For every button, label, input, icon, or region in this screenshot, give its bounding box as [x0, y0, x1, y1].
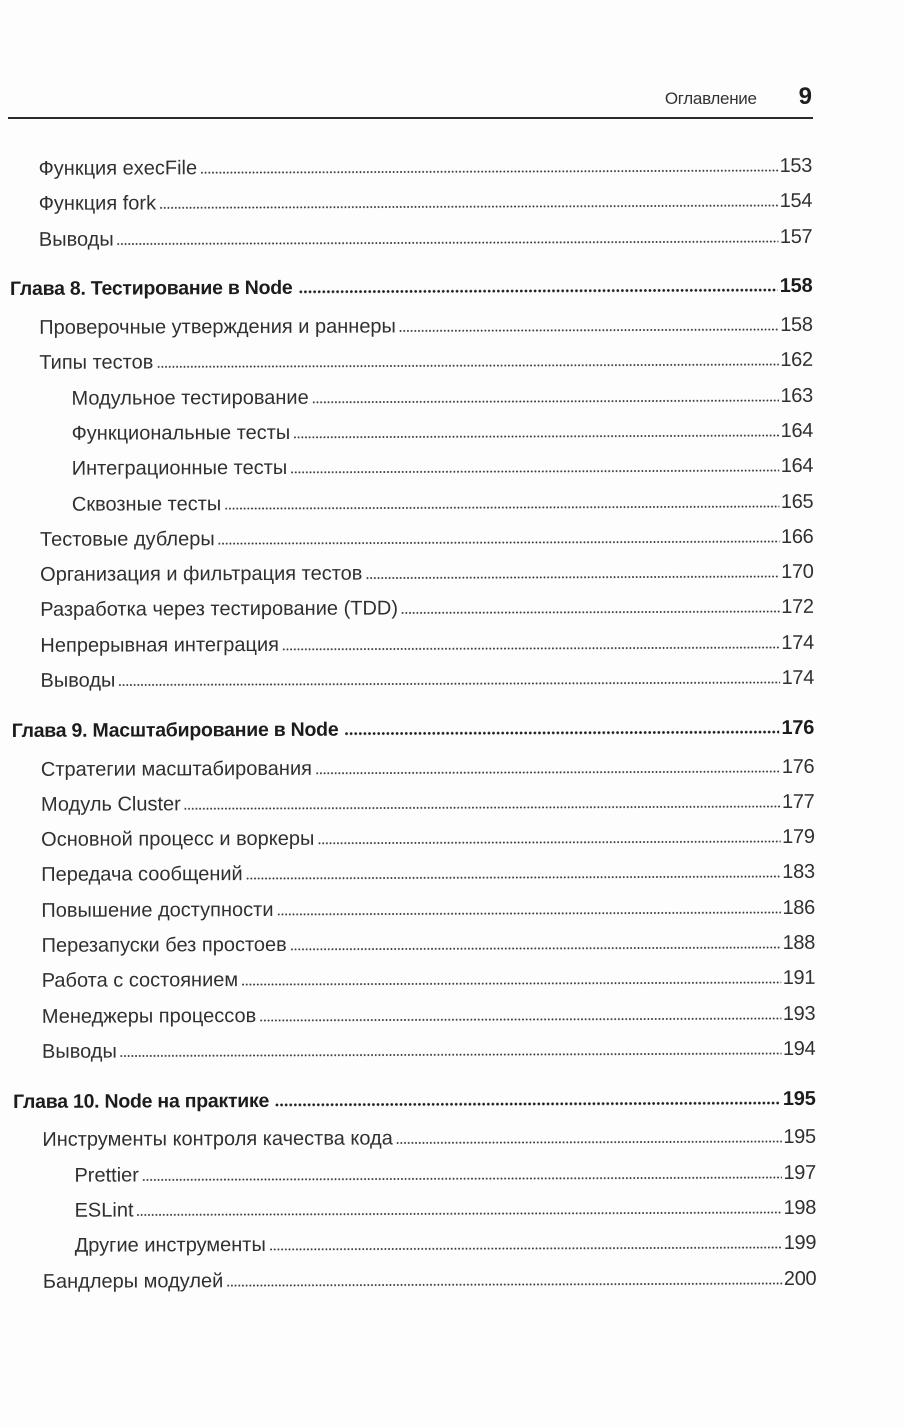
section-title: Инструменты контроля качества кода: [42, 1127, 393, 1152]
section-page-number: 191: [782, 967, 816, 990]
section-page-number: 177: [781, 790, 815, 813]
dot-leader: [399, 328, 778, 332]
dot-leader: [159, 204, 778, 209]
section-title: Тестовые дублеры: [39, 528, 215, 551]
section-page-number: 166: [780, 525, 814, 548]
toc-section-entry: [2, 785, 814, 823]
toc-section-entry: [2, 749, 814, 787]
toc-subsection-entry: [1, 484, 813, 522]
chapter-block: [2, 711, 815, 1071]
dot-leader: [241, 981, 781, 986]
section-page-number: 176: [781, 755, 815, 778]
toc-section-entry: [2, 661, 814, 699]
subsection-page-number: 197: [783, 1161, 816, 1184]
section-title: Разработка через тестирование (TDD): [40, 597, 399, 622]
section-page-number: 179: [782, 826, 815, 849]
header-rule: [8, 117, 813, 119]
dot-leader: [184, 805, 780, 810]
dot-leader: [365, 575, 779, 580]
chapter-title: Глава 8. Тестирование в Node: [9, 277, 293, 301]
toc-section-entry: [4, 1120, 816, 1158]
dot-leader: [269, 1246, 782, 1251]
dot-leader: [290, 946, 781, 951]
toc-section-entry: [0, 219, 812, 257]
section-page-number: 157: [779, 225, 813, 248]
dot-leader: [312, 399, 779, 404]
section-title: Модуль Cluster: [40, 793, 181, 816]
section-page-number: 174: [781, 631, 814, 654]
section-title: Повышение доступности: [41, 898, 274, 922]
chapter-heading: [2, 711, 814, 749]
toc-subsection-entry: [1, 449, 813, 487]
section-page-number: 200: [783, 1267, 817, 1290]
dot-leader: [315, 770, 780, 775]
section-page-number: 170: [781, 561, 814, 584]
continued-sections: [0, 149, 812, 258]
section-title: Работа с состоянием: [41, 969, 239, 993]
toc-subsection-entry: [4, 1226, 816, 1264]
dot-leader: [117, 240, 778, 246]
dot-leader: [299, 288, 778, 294]
section-title: Перезапуски без простоев: [41, 933, 287, 957]
chapter-page-number: 176: [781, 716, 815, 739]
section-page-number: 174: [781, 666, 815, 690]
chapter-heading: [0, 269, 812, 307]
dot-leader: [218, 540, 779, 545]
toc-section-entry: [0, 184, 812, 222]
subsection-page-number: 198: [783, 1196, 817, 1219]
dot-leader: [156, 363, 778, 368]
section-page-number: 193: [782, 1002, 816, 1025]
dot-leader: [401, 610, 779, 614]
section-title: Выводы: [40, 669, 116, 692]
dot-leader: [396, 1140, 781, 1144]
section-title: Передача сообщений: [41, 863, 243, 887]
section-page-number: 162: [780, 349, 813, 372]
chapter-heading: [4, 1081, 816, 1119]
subsection-page-number: 199: [783, 1232, 817, 1255]
toc-section-entry: [3, 855, 815, 893]
section-page-number: 195: [783, 1126, 816, 1149]
dot-leader: [224, 505, 779, 510]
section-title: Функция execFile: [38, 157, 198, 180]
toc-section-entry: [2, 555, 814, 593]
chapter-block: [0, 269, 814, 699]
toc-subsection-entry: [1, 414, 813, 452]
dot-leader: [275, 1101, 781, 1107]
subsection-title: Модульное тестирование: [71, 386, 309, 410]
chapter-title: Глава 9. Масштабирование в Node: [11, 718, 339, 742]
chapter-page-number: 195: [782, 1087, 816, 1110]
chapter-page-number: 158: [779, 275, 813, 298]
dot-leader: [282, 646, 779, 651]
dot-leader: [290, 469, 779, 474]
section-title: Менеджеры процессов: [41, 1004, 257, 1028]
chapter-title: Глава 10. Node на практике: [13, 1089, 270, 1113]
section-title: Основной процесс и воркеры: [41, 827, 315, 851]
toc-section-entry: [2, 626, 814, 664]
subsection-page-number: 164: [780, 455, 814, 478]
section-title: Выводы: [38, 228, 114, 251]
section-page-number: 194: [782, 1037, 816, 1060]
dot-leader: [120, 1052, 781, 1058]
section-title: Организация и фильтрация тестов: [40, 562, 363, 587]
table-of-contents: [0, 149, 816, 1300]
subsection-title: Интеграционные тесты: [71, 457, 288, 480]
dot-leader: [293, 434, 778, 439]
toc-section-entry: [3, 891, 815, 929]
dot-leader: [142, 1176, 782, 1181]
section-title: Функция fork: [38, 192, 157, 216]
subsection-page-number: 163: [780, 384, 813, 407]
dot-leader: [344, 730, 779, 736]
subsection-title: Prettier: [74, 1164, 139, 1187]
subsection-page-number: 165: [780, 490, 814, 513]
toc-section-entry: [3, 961, 815, 999]
page-number: 9: [798, 83, 812, 110]
dot-leader: [317, 840, 780, 845]
section-title: Проверочные утверждения и раннеры: [39, 315, 396, 339]
section-page-number: 172: [781, 596, 814, 619]
dot-leader: [137, 1211, 782, 1216]
dot-leader: [246, 875, 781, 880]
section-title: Типы тестов: [39, 351, 154, 375]
section-page-number: 188: [782, 931, 816, 955]
section-page-number: 154: [779, 190, 813, 213]
section-title: Выводы: [41, 1040, 117, 1063]
toc-section-entry: [1, 308, 813, 346]
toc-section-entry: [1, 520, 813, 558]
subsection-page-number: 164: [780, 419, 814, 442]
toc-section-entry: [3, 820, 815, 858]
section-page-number: 153: [779, 154, 813, 178]
section-page-number: 186: [782, 896, 815, 919]
subsection-title: Другие инструменты: [74, 1234, 266, 1258]
dot-leader: [277, 911, 781, 916]
subsection-title: ESLint: [74, 1199, 134, 1222]
dot-leader: [118, 681, 779, 687]
toc-section-entry: [3, 996, 815, 1034]
toc-section-entry: [1, 343, 813, 381]
toc-subsection-entry: [1, 379, 813, 417]
section-page-number: 183: [782, 861, 815, 884]
toc-subsection-entry: [4, 1191, 816, 1229]
subsection-title: Сквозные тесты: [71, 492, 222, 516]
dot-leader: [226, 1282, 782, 1287]
section-title: Непрерывная интеграция: [40, 633, 280, 657]
dot-leader: [200, 169, 778, 174]
dot-leader: [259, 1017, 781, 1022]
toc-section-entry: [0, 149, 812, 187]
chapter-block: [4, 1081, 817, 1299]
running-head: [665, 80, 812, 114]
toc-section-entry: [3, 926, 815, 964]
toc-section-entry: [3, 1032, 815, 1070]
section-page-number: 158: [780, 313, 813, 337]
toc-section-entry: [2, 590, 814, 628]
section-title: Стратегии масштабирования: [40, 757, 313, 781]
section-title: Бандлеры модулей: [42, 1269, 224, 1293]
toc-section-entry: [4, 1261, 816, 1299]
toc-subsection-entry: [4, 1156, 816, 1194]
running-title: Оглавление: [664, 89, 757, 108]
subsection-title: Функциональные тесты: [71, 421, 291, 445]
